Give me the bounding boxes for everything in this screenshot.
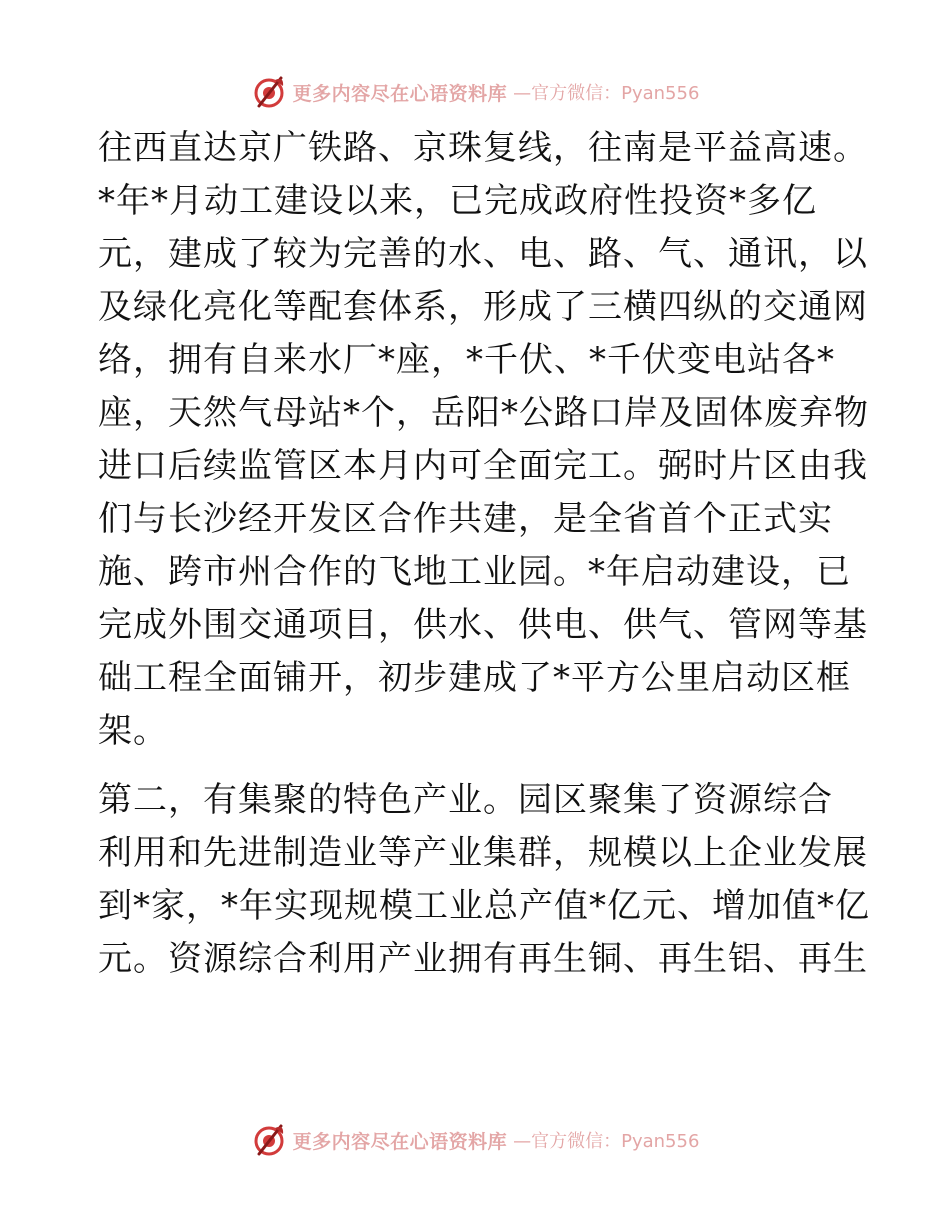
- text-line: 利用和先进制造业等产业集群，规模以上企业发展: [98, 833, 868, 873]
- text-line: 元。资源综合利用产业拥有再生铜、再生铝、再生: [98, 939, 868, 979]
- quill-seal-logo-icon: [251, 74, 287, 110]
- text-line: 完成外围交通项目，供水、供电、供气、管网等基: [98, 605, 868, 645]
- watermark-contact-text: —官方微信：Pyan556: [513, 83, 700, 104]
- text-line: 施、跨市州合作的飞地工业园。*年启动建设，已: [98, 552, 851, 592]
- text-line: 进口后续监管区本月内可全面完工。弼时片区由我: [98, 446, 868, 486]
- text-line: 往西直达京广铁路、京珠复线，往南是平益高速。: [98, 128, 868, 168]
- text-line: 及绿化亮化等配套体系，形成了三横四纵的交通网: [98, 287, 868, 327]
- text-line: *年*月动工建设以来，已完成政府性投资*多亿: [98, 181, 817, 221]
- text-line: 到*家，*年实现规模工业总产值*亿元、增加值*亿: [98, 886, 870, 926]
- watermark-brand-text: 更多内容尽在心语资料库: [292, 1130, 508, 1153]
- document-body: [98, 122, 870, 986]
- paragraph-2: [98, 774, 870, 986]
- watermark-contact-text: —官方微信：Pyan556: [513, 1131, 700, 1152]
- quill-seal-logo-icon: [251, 1122, 287, 1158]
- text-line: 础工程全面铺开，初步建成了*平方公里启动区框: [98, 658, 851, 698]
- text-line: 络，拥有自来水厂*座，*千伏、*千伏变电站各*: [98, 340, 835, 380]
- watermark-brand-text: 更多内容尽在心语资料库: [292, 82, 508, 105]
- text-line: 座，天然气母站*个，岳阳*公路口岸及固体废弃物: [98, 393, 869, 433]
- text-line: 架。: [98, 711, 168, 751]
- footer-watermark: [0, 1120, 950, 1160]
- text-line: 元，建成了较为完善的水、电、路、气、通讯，以: [98, 234, 868, 274]
- header-watermark: [0, 72, 950, 112]
- text-line: 第二，有集聚的特色产业。园区聚集了资源综合: [98, 780, 833, 820]
- text-line: 们与长沙经开发区合作共建，是全省首个正式实: [98, 499, 833, 539]
- paragraph-1: [98, 122, 869, 758]
